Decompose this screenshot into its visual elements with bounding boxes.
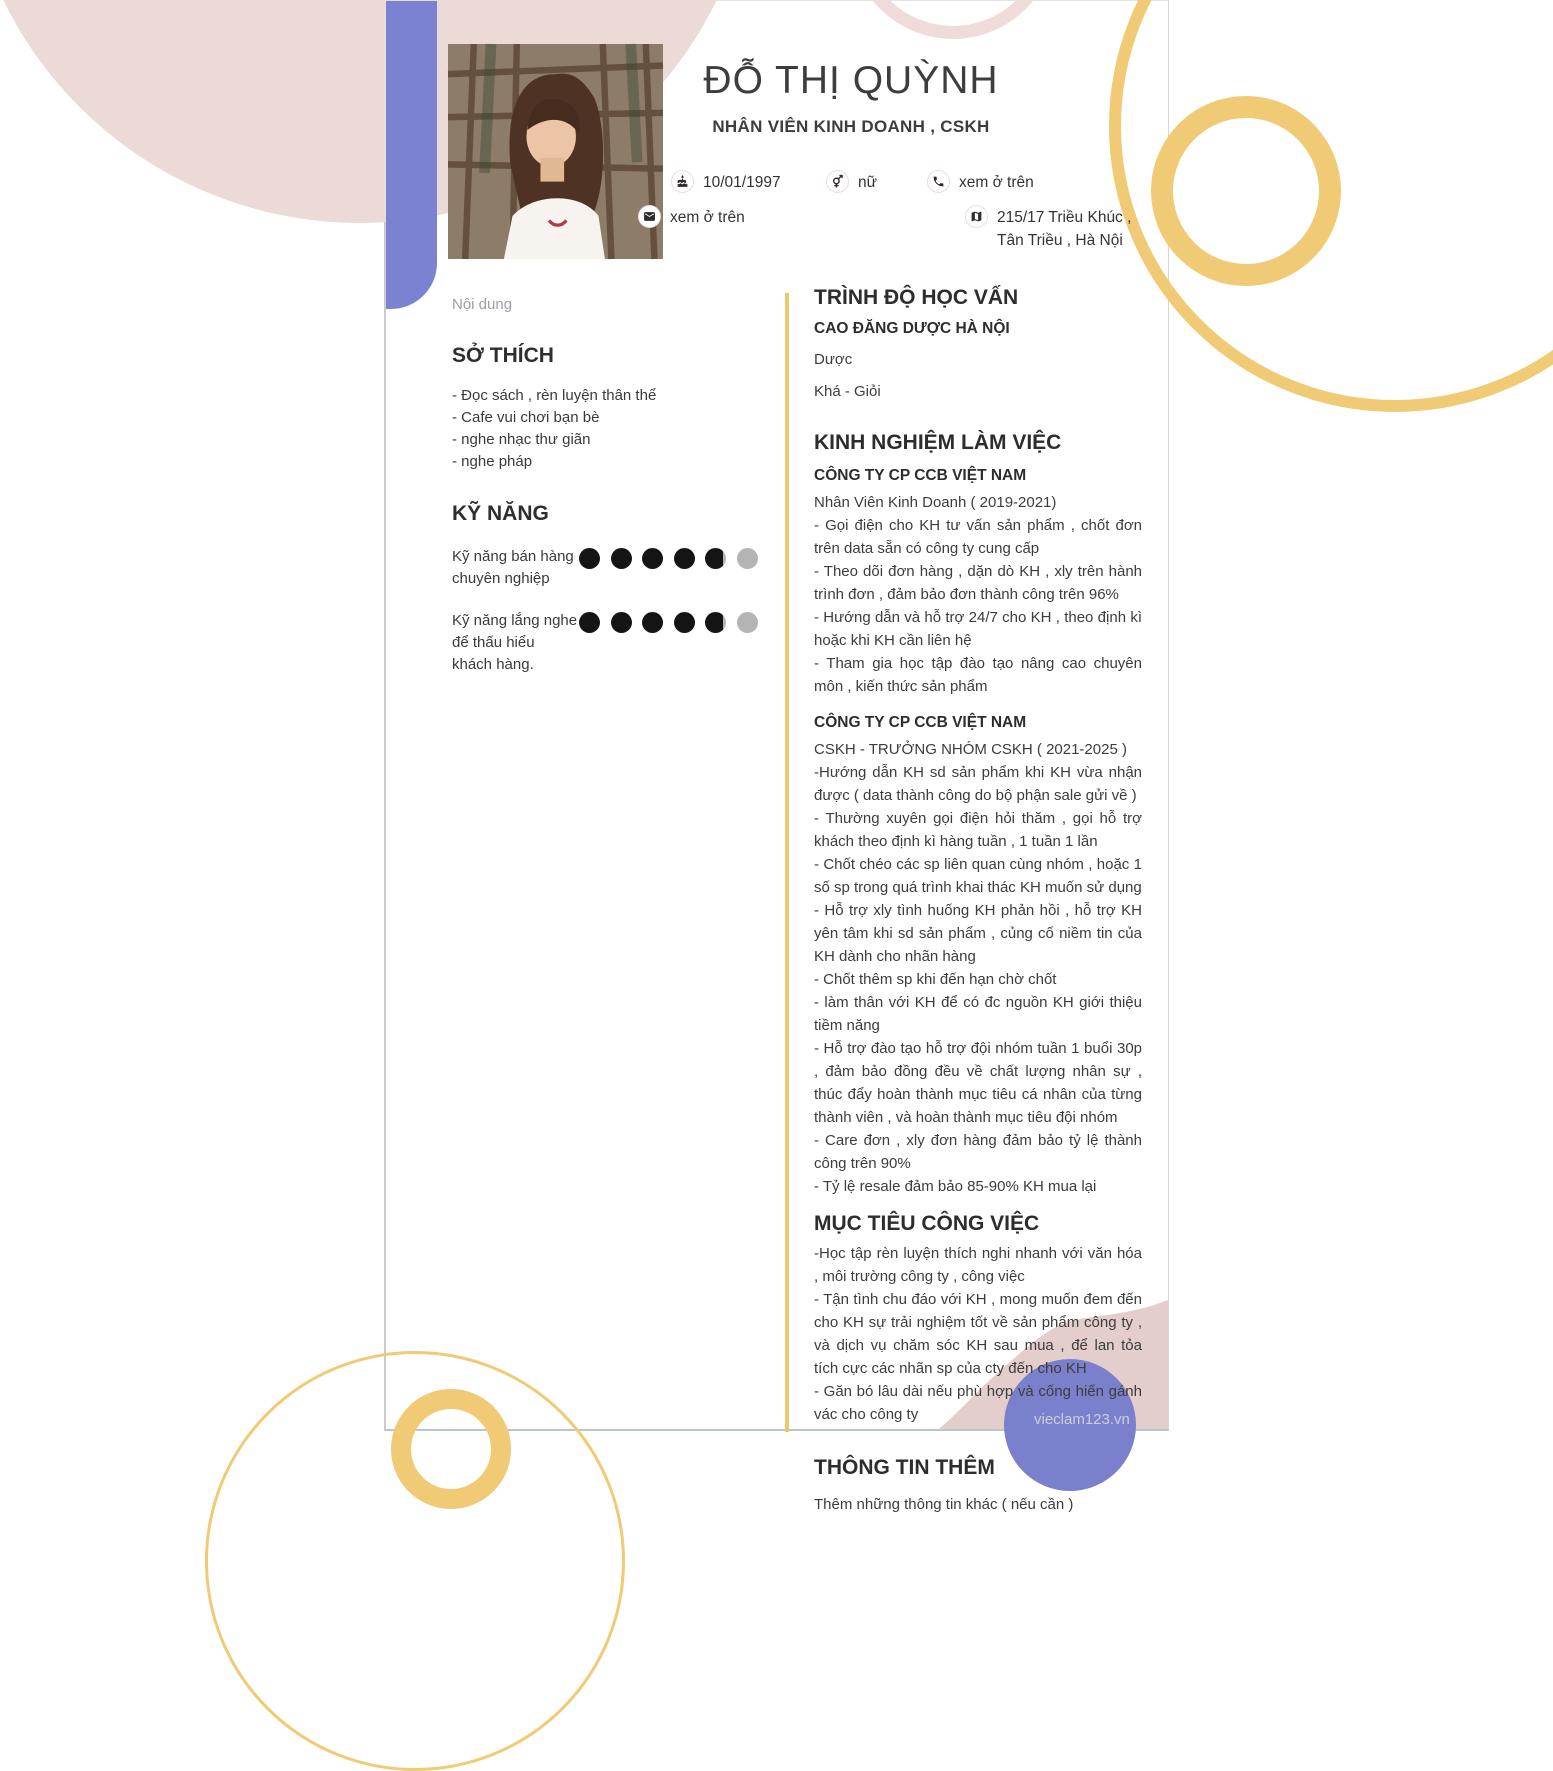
job-company: CÔNG TY CP CCB VIỆT NAM <box>814 467 1027 484</box>
hobby-item: - Cafe vui chơi bạn bè <box>452 409 600 426</box>
address-line2: Tân Triều , Hà Nội <box>997 232 1123 249</box>
skills-heading: KỸ NĂNG <box>452 502 549 525</box>
job-role: Nhân Viên Kinh Doanh ( 2019-2021) <box>814 494 1057 511</box>
job-entry <box>814 712 1142 1198</box>
header <box>666 59 1036 137</box>
rating-dot <box>737 548 758 569</box>
job-entry <box>814 465 1142 698</box>
job-role: CSKH - TRƯỞNG NHÓM CSKH ( 2021-2025 ) <box>814 741 1127 758</box>
phone-icon <box>927 170 950 193</box>
education-heading: TRÌNH ĐỘ HỌC VẤN <box>814 286 1019 309</box>
job-bullet: - Hỗ trợ xly tình huống KH phản hồi , hỗ trợ KH yên tâm khi sd sản phẩm , củng cố niềm tin của KH dành cho nhãn hàng <box>814 902 1142 965</box>
hobby-item: - Đọc sách , rèn luyện thân thể <box>452 387 657 404</box>
birthday-value: 10/01/1997 <box>703 174 781 191</box>
objective-bullet: -Học tập rèn luyện thích nghi nhanh với văn hóa , môi trường công ty , công việc <box>814 1245 1142 1285</box>
education-school: CAO ĐĂNG DƯỢC HÀ NỘI <box>814 320 1010 337</box>
birthday-cake-icon <box>671 170 694 193</box>
candidate-title: NHÂN VIÊN KINH DOANH , CSKH <box>712 117 990 136</box>
job-bullet: - Chốt chéo các sp liên quan cùng nhóm , hoặc 1 số sp trong quá trình khai thác KH muốn sử dụng <box>814 856 1142 896</box>
rating-dot <box>674 612 695 633</box>
job-company: CÔNG TY CP CCB VIỆT NAM <box>814 714 1027 731</box>
skill-label: Kỹ năng bán hàng chuyên nghiệp <box>452 548 574 587</box>
contact-address <box>965 205 1131 252</box>
rating-dot <box>642 612 663 633</box>
skill-row <box>452 546 762 590</box>
job-bullet: - Tỷ lệ resale đảm bảo 85-90% KH mua lại <box>814 1178 1097 1195</box>
contact-gender <box>826 170 877 194</box>
job-bullet: - Gọi điện cho KH tư vấn sản phẩm , chốt đơn trên data sẵn có công ty cung cấp <box>814 517 1142 557</box>
job-bullet: - Care đơn , xly đơn hàng đảm bảo tỷ lệ thành công trên 90% <box>814 1132 1142 1172</box>
job-bullet: - Tham gia học tập đào tạo nâng cao chuyên môn , kiến thức sản phẩm <box>814 655 1142 695</box>
address-value <box>997 205 1131 252</box>
rating-dot <box>611 612 632 633</box>
experience-jobs <box>814 465 1142 1198</box>
skill-rating-dots <box>579 548 758 590</box>
yellow-column-divider <box>785 293 789 1432</box>
address-line1: 215/17 Triều Khúc , <box>997 209 1132 226</box>
job-bullet: - Chốt thêm sp khi đến hạn chờ chốt <box>814 971 1057 988</box>
job-bullet: - Theo dõi đơn hàng , dặn dò KH , xly trên hành trình đơn , đảm bảo đơn thành công trên 96% <box>814 563 1142 603</box>
avatar <box>448 44 663 259</box>
education-major: Dược <box>814 351 853 368</box>
skills-list <box>452 546 762 676</box>
rating-dot <box>705 612 726 633</box>
job-bullets <box>814 514 1142 698</box>
contact-email <box>638 205 745 229</box>
additional-heading: THÔNG TIN THÊM <box>814 1456 995 1479</box>
email-value: xem ở trên <box>670 209 745 226</box>
skill-label: Kỹ năng lắng nghe để thấu hiểu khách hàng. <box>452 612 578 673</box>
rating-dot <box>579 548 600 569</box>
job-bullet: - Hướng dẫn và hỗ trợ 24/7 cho KH , theo định kì hoặc khi KH cần liên hệ <box>814 609 1142 649</box>
job-bullet: - Thường xuyên gọi điện hỏi thăm , gọi hỗ trợ khách theo định kì hàng tuần , 1 tuần 1 lần <box>814 810 1142 850</box>
objective-bullets <box>814 1242 1142 1426</box>
content-label: Nội dung <box>452 296 513 313</box>
hobbies-list <box>452 385 762 473</box>
job-bullet: - làm thân với KH để có đc nguồn KH giới thiệu tiềm năng <box>814 994 1142 1034</box>
cv-page <box>384 0 1169 1513</box>
pink-ring-decoration <box>850 0 1056 39</box>
rating-dot <box>642 548 663 569</box>
rating-dot <box>611 548 632 569</box>
job-bullet: -Hướng dẫn KH sd sản phẩm khi KH vừa nhận được ( data thành công do bộ phận sale gửi về ) <box>814 764 1142 804</box>
rating-dot <box>579 612 600 633</box>
rating-dot <box>674 548 695 569</box>
skill-rating-dots <box>579 612 758 676</box>
yellow-ring-bottom-thick <box>391 1389 511 1509</box>
candidate-name: ĐỖ THỊ QUỲNH <box>703 59 999 102</box>
watermark: vieclam123.vn <box>1034 1411 1130 1428</box>
email-icon <box>638 205 661 228</box>
objective-bullet: - Tận tình chu đáo với KH , mong muốn đem đến cho KH sự trải nghiệm tốt về sản phẩm công ty , và dịch vụ chăm sóc KH sau mua , để lan tỏa tích cực các nhãn sp của cty đến cho KH <box>814 1291 1142 1377</box>
main-column <box>814 285 1142 1516</box>
experience-heading: KINH NGHIỆM LÀM VIỆC <box>814 431 1062 454</box>
job-bullet: - Hỗ trợ đào tạo hỗ trợ đội nhóm tuần 1 buổi 30p , đảm bảo đồng đều về chất lượng nhân sự , thúc đẩy hoàn thành mục tiêu cá nhân của từng thành viên , và hoàn thành mục tiêu đội nhóm <box>814 1040 1142 1126</box>
yellow-ring-top-thick <box>1151 96 1341 286</box>
contact-phone <box>927 170 1034 194</box>
phone-value: xem ở trên <box>959 174 1034 191</box>
avatar-photo-illustration <box>448 44 663 259</box>
objective-bullet: - Găn bó lâu dài nếu phù hợp và cống hiến gánh vác cho công ty <box>814 1383 1142 1423</box>
contact-birthday <box>671 170 781 194</box>
hobby-item: - nghe nhạc thư giãn <box>452 431 591 448</box>
hobby-item: - nghe pháp <box>452 453 533 470</box>
purple-side-bar <box>386 1 437 309</box>
map-location-icon <box>965 205 988 228</box>
objective-heading: MỤC TIÊU CÔNG VIỆC <box>814 1212 1040 1235</box>
education-grade: Khá - Giỏi <box>814 383 881 400</box>
job-bullets <box>814 761 1142 1198</box>
rating-dot <box>737 612 758 633</box>
gender-icon <box>826 170 849 193</box>
gender-value: nữ <box>858 174 877 191</box>
sidebar <box>452 296 762 676</box>
additional-text: Thêm những thông tin khác ( nếu cần ) <box>814 1496 1074 1513</box>
hobbies-heading: SỞ THÍCH <box>452 344 554 367</box>
skill-row <box>452 610 762 676</box>
rating-dot <box>705 548 726 569</box>
